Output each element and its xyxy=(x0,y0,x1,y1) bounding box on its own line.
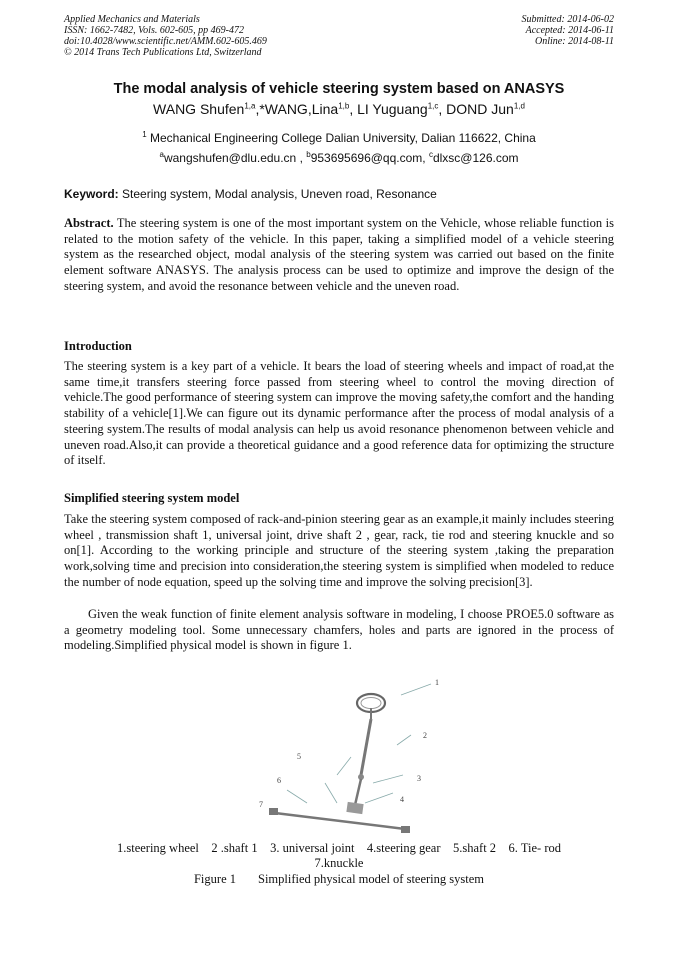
figure-label-3: 3 xyxy=(417,774,421,783)
figure-caption xyxy=(64,872,614,887)
figure-label-5: 5 xyxy=(297,752,301,761)
steering-wheel-inner xyxy=(361,698,381,709)
paper-title: The modal analysis of vehicle steering system based on ANASYS xyxy=(113,81,565,97)
issn-line: ISSN: 1662-7482, Vols. 602-605, pp 469-472 xyxy=(64,25,244,36)
author-name: DOND Jun xyxy=(446,101,514,117)
model-paragraph-1: Take the steering system composed of rack-and-pinion steering gear as an example,it mainly includes steering wheel , transmission shaft 1, universal joint, drive shaft 2 , gear, rack, tie rod and steering knuckle and so on[1]. According to the working principle and structure of the steering system ,taking the preparation work,solving time and precision into consideration,the steering system is simplified when modeled to reduce the number of node equation, speed up the solving time and improve the solving precision[3]. xyxy=(64,512,614,589)
author-affil-sup: 1,a xyxy=(244,101,256,111)
author-affil-sup: 1,b xyxy=(338,101,350,111)
figure-label-4: 4 xyxy=(400,795,404,804)
online-date: Online: 2014-08-11 xyxy=(535,36,614,47)
knuckle-right xyxy=(401,826,410,833)
introduction-text: The steering system is a key part of a vehicle. It bears the load of steering wheels and impact of road,at the same time,it transfers steering force passed from steering wheel to control the moving direction of vehicle.The good performance of steering system can improve the moving safety,the comfort and the handing stability of a vehicle[1].We can figure out its dynamic performance after the process of modal analysis of a steering system.The results of modal analysis can help us avoid resonance phenomenon between vehicle and uneven road.Also,it can provide a theoretical guidance and a good reference data for optimizing the structure of itself. xyxy=(64,359,614,468)
figure-label-1: 1 xyxy=(435,678,439,687)
leader-line xyxy=(373,775,403,783)
figure-label-6: 6 xyxy=(277,776,281,785)
figure-legend xyxy=(64,841,614,871)
figure-legend-line-1: 1.steering wheel 2 .shaft 1 3. universal joint 4.steering gear 5.shaft 2 6. Tie- rod xyxy=(116,841,562,855)
figure-label-7: 7 xyxy=(259,800,263,809)
keywords xyxy=(64,187,437,201)
affiliation xyxy=(0,131,678,145)
author-affil-sup: 1,d xyxy=(513,101,525,111)
email-link[interactable]: 953695696@qq.com, xyxy=(310,151,429,165)
introduction-heading: Introduction xyxy=(64,339,132,353)
abstract-label: Abstract. xyxy=(64,216,114,230)
author-sep: , xyxy=(438,101,447,117)
abstract-text: The steering system is one of the most important system on the Vehicle, whose reliable function is related to the motion safety of the vehicle. In this paper, taking a simplified model of a vehicle steering system as the researched object, modal analysis of the steering system was carried out based on the finite element software ANASYS. The analysis process can be used to optimize and improve the design of the steering system, and avoid the resonance between vehicle and the uneven road. xyxy=(64,216,614,293)
email-sup: b xyxy=(306,150,311,159)
affiliation-text: Mechanical Engineering College Dalian University, Dalian 116622, China xyxy=(150,131,536,145)
email-sup: c xyxy=(428,150,433,159)
author-sep: , xyxy=(255,101,260,117)
shaft-1-shape xyxy=(361,719,371,775)
abstract xyxy=(64,216,614,295)
leader-line xyxy=(397,735,411,745)
steering-gear-shape xyxy=(346,802,363,814)
keywords-label: Keyword: xyxy=(64,187,119,201)
author-name: WANG Shufen xyxy=(153,101,245,117)
email-link[interactable]: dlxsc@126.com xyxy=(432,151,519,165)
model-paragraph-2: Given the weak function of finite element analysis software in modeling, I choose PROE5.0 software as a geometry modeling tool. Some unnecessary chamfers, holes and parts are ignored in the process of modeling.Simplified physical model is shown in figure 1. xyxy=(64,607,614,653)
author-name: *WANG,Lina xyxy=(259,101,339,117)
accepted-date: Accepted: 2014-06-11 xyxy=(525,25,614,36)
figure-caption-text: Simplified physical model of steering system xyxy=(258,872,485,886)
journal-header xyxy=(64,14,267,58)
leader-line xyxy=(365,793,393,803)
author-affil-sup: 1,c xyxy=(427,101,439,111)
figure-caption-number: Figure 1 xyxy=(193,872,236,886)
email-sup: a xyxy=(159,150,164,159)
dates-header xyxy=(522,14,615,47)
leader-line xyxy=(325,783,337,803)
author-list xyxy=(0,101,678,117)
figure-legend-line-2: 7.knuckle xyxy=(314,856,364,870)
submitted-date: Submitted: 2014-06-02 xyxy=(521,14,614,25)
model-section-heading: Simplified steering system model xyxy=(64,491,240,505)
affiliation-sup: 1 xyxy=(142,130,147,139)
knuckle-left xyxy=(269,808,278,815)
shaft-2-shape xyxy=(355,779,361,805)
author-name: LI Yuguang xyxy=(357,101,428,117)
figure-label-2: 2 xyxy=(423,731,427,740)
email-link[interactable]: wangshufen@dlu.edu.cn , xyxy=(163,151,307,165)
leader-line xyxy=(287,790,307,803)
email-list xyxy=(0,151,678,165)
author-sep: , xyxy=(349,101,358,117)
journal-name: Applied Mechanics and Materials xyxy=(64,14,200,25)
keywords-text: Steering system, Modal analysis, Uneven road, Resonance xyxy=(118,187,437,201)
steering-system-figure xyxy=(255,675,455,840)
rack-shape xyxy=(275,813,405,829)
copyright-line: © 2014 Trans Tech Publications Ltd, Switzerland xyxy=(64,47,262,58)
leader-line xyxy=(401,684,431,695)
doi-line: doi:10.4028/www.scientific.net/AMM.602-605.469 xyxy=(64,36,267,47)
leader-line xyxy=(337,757,351,775)
